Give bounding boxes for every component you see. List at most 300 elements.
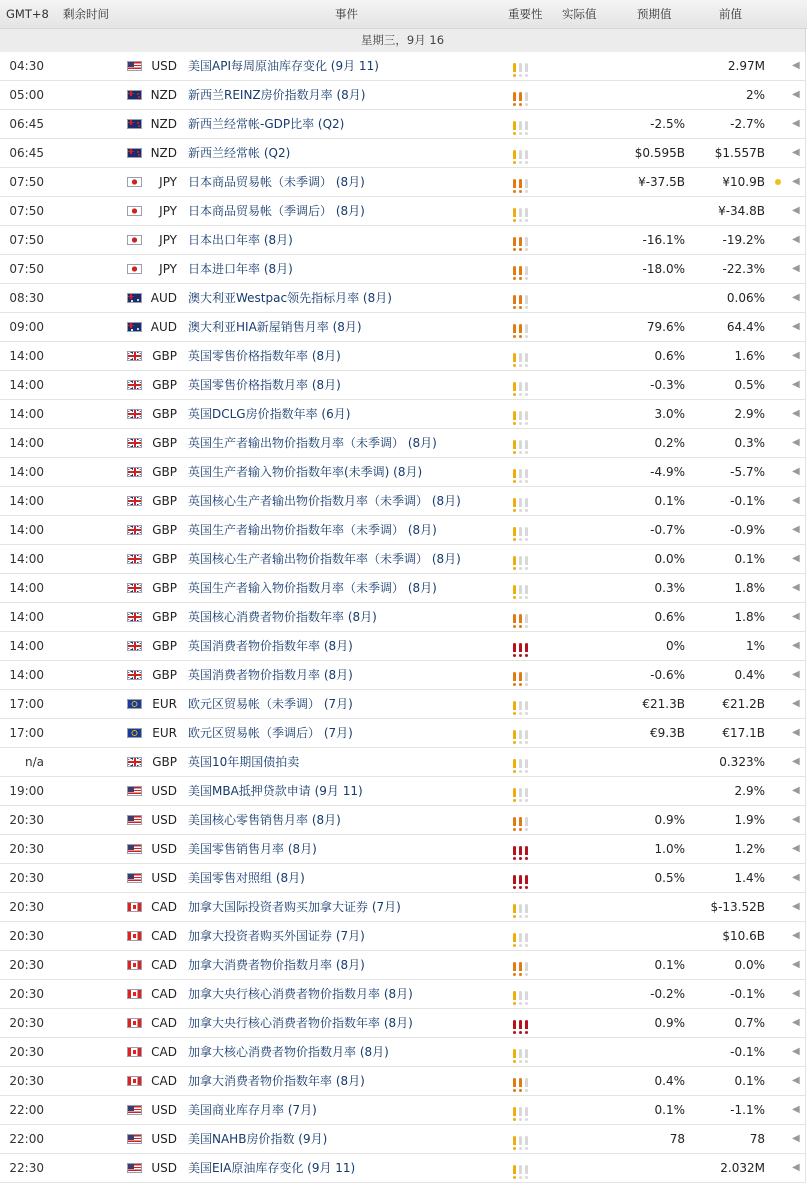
au-flag-icon — [127, 293, 142, 303]
event-name-link[interactable]: 新西兰经常帐-GDP比率 (Q2) — [188, 117, 345, 131]
event-time: 05:00 — [9, 88, 44, 102]
table-row[interactable] — [0, 719, 806, 748]
importance-mark-icon — [519, 556, 522, 565]
event-name-link[interactable]: 加拿大投资者购买外国证券 (7月) — [188, 929, 365, 943]
ca-flag-icon — [127, 931, 142, 941]
currency-code: GBP — [152, 494, 177, 508]
gb-flag-icon — [127, 467, 142, 477]
importance-mark-icon — [525, 672, 528, 681]
currency-code: USD — [151, 871, 177, 885]
chevron-left-icon[interactable]: ◀ — [792, 1133, 800, 1144]
importance-mark-icon — [513, 1165, 516, 1174]
chevron-left-icon[interactable]: ◀ — [792, 263, 800, 274]
event-name-link[interactable]: 美国零售对照组 (8月) — [188, 871, 305, 885]
event-name-link[interactable]: 新西兰经常帐 (Q2) — [188, 146, 291, 160]
importance-mark-icon — [525, 411, 528, 420]
table-row[interactable] — [0, 661, 806, 690]
chevron-left-icon[interactable]: ◀ — [792, 872, 800, 883]
event-name-link[interactable]: 加拿大消费者物价指数年率 (8月) — [188, 1074, 365, 1088]
importance-indicator — [513, 464, 531, 480]
chevron-left-icon[interactable]: ◀ — [792, 437, 800, 448]
chevron-left-icon[interactable]: ◀ — [792, 524, 800, 535]
importance-mark-icon — [525, 1107, 528, 1116]
forecast-value: -0.7% — [650, 523, 685, 537]
table-row[interactable] — [0, 893, 806, 922]
importance-mark-icon — [525, 817, 528, 826]
chevron-left-icon[interactable]: ◀ — [792, 466, 800, 477]
us-flag-icon — [127, 1105, 142, 1115]
forecast-value: -2.5% — [650, 117, 685, 131]
table-row[interactable] — [0, 603, 806, 632]
table-row[interactable] — [0, 168, 806, 197]
importance-indicator — [513, 812, 531, 828]
importance-mark-icon — [519, 179, 522, 188]
chevron-left-icon[interactable]: ◀ — [792, 205, 800, 216]
table-row[interactable] — [0, 748, 806, 777]
currency-code: GBP — [152, 610, 177, 624]
table-row[interactable] — [0, 371, 806, 400]
event-name-link[interactable]: 英国核心消费者物价指数年率 (8月) — [188, 610, 377, 624]
forecast-value: 0.5% — [654, 871, 685, 885]
event-name-link[interactable]: 英国零售价格指数月率 (8月) — [188, 378, 341, 392]
chevron-left-icon[interactable]: ◀ — [792, 118, 800, 129]
importance-mark-icon — [519, 92, 522, 101]
event-name-link[interactable]: 日本进口年率 (8月) — [188, 262, 293, 276]
table-row[interactable] — [0, 342, 806, 371]
table-row[interactable] — [0, 516, 806, 545]
currency-code: GBP — [152, 755, 177, 769]
event-name-link[interactable]: 英国消费者物价指数年率 (8月) — [188, 639, 353, 653]
chevron-left-icon[interactable]: ◀ — [792, 147, 800, 158]
event-name-link[interactable]: 澳大利亚Westpac领先指标月率 (8月) — [188, 291, 392, 305]
importance-mark-icon — [513, 904, 516, 913]
previous-value: 0.323% — [719, 755, 765, 769]
importance-mark-icon — [519, 237, 522, 246]
event-time: 20:30 — [9, 900, 44, 914]
previous-value: 2.9% — [734, 407, 765, 421]
event-name-link[interactable]: 美国NAHB房价指数 (9月) — [188, 1132, 328, 1146]
table-row[interactable] — [0, 690, 806, 719]
previous-value: 0.0% — [734, 958, 765, 972]
currency-code: GBP — [152, 552, 177, 566]
previous-value: 2.97M — [727, 59, 765, 73]
table-row[interactable] — [0, 1154, 806, 1183]
previous-value: ¥10.9B — [722, 175, 765, 189]
event-time: 14:00 — [9, 523, 44, 537]
chevron-left-icon[interactable]: ◀ — [792, 814, 800, 825]
chevron-left-icon[interactable]: ◀ — [792, 60, 800, 71]
event-time: 14:00 — [9, 436, 44, 450]
currency-code: CAD — [151, 1016, 177, 1030]
table-row[interactable] — [0, 806, 806, 835]
table-row[interactable] — [0, 458, 806, 487]
event-name-link[interactable]: 美国商业库存月率 (7月) — [188, 1103, 317, 1117]
previous-value: 0.4% — [734, 668, 765, 682]
forecast-value: 0.4% — [654, 1074, 685, 1088]
table-row[interactable] — [0, 574, 806, 603]
event-name-link[interactable]: 加拿大央行核心消费者物价指数年率 (8月) — [188, 1016, 413, 1030]
event-time: 14:00 — [9, 494, 44, 508]
importance-mark-icon — [513, 121, 516, 130]
event-name-link[interactable]: 加拿大核心消费者物价指数月率 (8月) — [188, 1045, 389, 1059]
importance-indicator — [513, 1015, 531, 1031]
importance-mark-icon — [525, 759, 528, 768]
importance-mark-icon — [519, 817, 522, 826]
importance-mark-icon — [525, 208, 528, 217]
event-name-link[interactable]: 英国生产者输出物价指数年率（未季调） (8月) — [188, 523, 437, 537]
previous-value: 2.032M — [720, 1161, 765, 1175]
importance-mark-icon — [525, 643, 528, 652]
previous-value: €17.1B — [722, 726, 765, 740]
importance-mark-icon — [513, 556, 516, 565]
ca-flag-icon — [127, 1047, 142, 1057]
forecast-value: -16.1% — [642, 233, 685, 247]
importance-mark-icon — [513, 527, 516, 536]
importance-mark-icon — [519, 1107, 522, 1116]
chevron-left-icon[interactable]: ◀ — [792, 901, 800, 912]
event-time: 22:00 — [9, 1103, 44, 1117]
forecast-value: 3.0% — [654, 407, 685, 421]
forecast-value: 0.6% — [654, 610, 685, 624]
importance-indicator — [513, 580, 531, 596]
importance-mark-icon — [525, 237, 528, 246]
importance-mark-icon — [513, 614, 516, 623]
chevron-left-icon[interactable]: ◀ — [792, 379, 800, 390]
event-name-link[interactable]: 加拿大国际投资者购买加拿大证券 (7月) — [188, 900, 401, 914]
importance-indicator — [513, 493, 531, 509]
table-row[interactable] — [0, 255, 806, 284]
importance-mark-icon — [525, 440, 528, 449]
chevron-left-icon[interactable]: ◀ — [792, 553, 800, 564]
event-time: 22:00 — [9, 1132, 44, 1146]
importance-indicator — [513, 841, 531, 857]
event-name-link[interactable]: 英国DCLG房价指数年率 (6月) — [188, 407, 351, 421]
forecast-value: 0.1% — [654, 1103, 685, 1117]
event-time: 07:50 — [9, 262, 44, 276]
previous-value: 0.06% — [726, 291, 765, 305]
currency-code: CAD — [151, 1074, 177, 1088]
currency-code: JPY — [159, 204, 177, 218]
event-name-link[interactable]: 欧元区贸易帐（季调后） (7月) — [188, 726, 353, 740]
table-row[interactable] — [0, 197, 806, 226]
event-time: 14:00 — [9, 552, 44, 566]
chevron-left-icon[interactable]: ◀ — [792, 292, 800, 303]
chevron-left-icon[interactable]: ◀ — [792, 727, 800, 738]
forecast-value: -0.6% — [650, 668, 685, 682]
chevron-left-icon[interactable]: ◀ — [792, 1104, 800, 1115]
importance-indicator — [513, 754, 531, 770]
importance-mark-icon — [513, 875, 516, 884]
currency-code: EUR — [152, 726, 177, 740]
currency-code: USD — [151, 784, 177, 798]
event-time: 07:50 — [9, 175, 44, 189]
table-row[interactable] — [0, 313, 806, 342]
importance-mark-icon — [513, 498, 516, 507]
event-name-link[interactable]: 美国API每周原油库存变化 (9月 11) — [188, 59, 379, 73]
importance-mark-icon — [519, 121, 522, 130]
event-time: 06:45 — [9, 117, 44, 131]
currency-code: CAD — [151, 987, 177, 1001]
table-row[interactable] — [0, 1009, 806, 1038]
chevron-left-icon[interactable]: ◀ — [792, 959, 800, 970]
gb-flag-icon — [127, 583, 142, 593]
chevron-left-icon[interactable]: ◀ — [792, 988, 800, 999]
table-row[interactable] — [0, 545, 806, 574]
importance-indicator — [513, 87, 531, 103]
importance-mark-icon — [525, 1165, 528, 1174]
event-name-link[interactable]: 欧元区贸易帐（未季调） (7月) — [188, 697, 353, 711]
au-flag-icon — [127, 322, 142, 332]
importance-mark-icon — [525, 904, 528, 913]
chevron-left-icon[interactable]: ◀ — [792, 698, 800, 709]
importance-indicator — [513, 58, 531, 74]
jp-flag-icon — [127, 206, 142, 216]
event-name-link[interactable]: 英国生产者输出物价指数月率（未季调） (8月) — [188, 436, 437, 450]
importance-mark-icon — [525, 788, 528, 797]
event-name-link[interactable]: 澳大利亚HIA新屋销售月率 (8月) — [188, 320, 362, 334]
importance-mark-icon — [513, 208, 516, 217]
previous-value: -0.1% — [730, 987, 765, 1001]
event-name-link[interactable]: 英国零售价格指数年率 (8月) — [188, 349, 341, 363]
previous-value: 78 — [749, 1132, 765, 1146]
importance-mark-icon — [513, 846, 516, 855]
event-name-link[interactable]: 美国MBA抵押贷款申请 (9月 11) — [188, 784, 363, 798]
event-name-link[interactable]: 美国EIA原油库存变化 (9月 11) — [188, 1161, 356, 1175]
previous-value: 0.1% — [734, 1074, 765, 1088]
forecast-value: 0.9% — [654, 1016, 685, 1030]
chevron-left-icon[interactable]: ◀ — [792, 1017, 800, 1028]
chevron-left-icon[interactable]: ◀ — [792, 1046, 800, 1057]
table-row[interactable] — [0, 980, 806, 1009]
event-name-link[interactable]: 英国核心生产者输出物价指数年率（未季调） (8月) — [188, 552, 461, 566]
currency-code: NZD — [150, 146, 177, 160]
chevron-left-icon[interactable]: ◀ — [792, 89, 800, 100]
previous-value: 1.9% — [734, 813, 765, 827]
previous-value: $10.6B — [722, 929, 765, 943]
event-name-link[interactable]: 加拿大央行核心消费者物价指数月率 (8月) — [188, 987, 413, 1001]
alert-dot-icon[interactable] — [775, 179, 781, 185]
event-name-link[interactable]: 新西兰REINZ房价指数月率 (8月) — [188, 88, 366, 102]
event-name-link[interactable]: 加拿大消费者物价指数月率 (8月) — [188, 958, 365, 972]
currency-code: NZD — [150, 88, 177, 102]
importance-indicator — [513, 667, 531, 683]
event-time: 14:00 — [9, 668, 44, 682]
eu-flag-icon — [127, 728, 142, 738]
importance-indicator — [513, 145, 531, 161]
importance-mark-icon — [519, 1049, 522, 1058]
timezone-header[interactable]: GMT+8 — [6, 7, 49, 21]
importance-mark-icon — [525, 295, 528, 304]
importance-mark-icon — [513, 179, 516, 188]
table-row[interactable] — [0, 429, 806, 458]
chevron-left-icon[interactable]: ◀ — [792, 930, 800, 941]
importance-indicator — [513, 609, 531, 625]
importance-mark-icon — [525, 527, 528, 536]
table-row[interactable] — [0, 632, 806, 661]
chevron-left-icon[interactable]: ◀ — [792, 756, 800, 767]
importance-mark-icon — [519, 1165, 522, 1174]
importance-mark-icon — [513, 1020, 516, 1029]
chevron-left-icon[interactable]: ◀ — [792, 234, 800, 245]
importance-mark-icon — [519, 440, 522, 449]
importance-indicator — [513, 261, 531, 277]
gb-flag-icon — [127, 380, 142, 390]
table-row[interactable] — [0, 1067, 806, 1096]
event-time: 08:30 — [9, 291, 44, 305]
previous-value: 0.1% — [734, 552, 765, 566]
importance-mark-icon — [513, 585, 516, 594]
table-row[interactable] — [0, 487, 806, 516]
table-row[interactable] — [0, 226, 806, 255]
us-flag-icon — [127, 1163, 142, 1173]
table-row[interactable] — [0, 52, 806, 81]
event-time: 20:30 — [9, 929, 44, 943]
table-row[interactable] — [0, 777, 806, 806]
event-name-link[interactable]: 美国核心零售销售月率 (8月) — [188, 813, 341, 827]
event-name-link[interactable]: 英国生产者输入物价指数月率（未季调） (8月) — [188, 581, 437, 595]
event-name-link[interactable]: 日本商品贸易帐（未季调） (8月) — [188, 175, 365, 189]
event-time: 09:00 — [9, 320, 44, 334]
importance-indicator — [513, 899, 531, 915]
previous-header: 前值 — [719, 7, 742, 21]
importance-mark-icon — [513, 237, 516, 246]
event-time: 14:00 — [9, 581, 44, 595]
table-row[interactable] — [0, 1038, 806, 1067]
importance-mark-icon — [519, 788, 522, 797]
event-time: n/a — [24, 755, 44, 769]
gb-flag-icon — [127, 525, 142, 535]
chevron-left-icon[interactable]: ◀ — [792, 785, 800, 796]
previous-value: -19.2% — [722, 233, 765, 247]
chevron-left-icon[interactable]: ◀ — [792, 1162, 800, 1173]
chevron-left-icon[interactable]: ◀ — [792, 640, 800, 651]
table-row[interactable] — [0, 951, 806, 980]
forecast-value: -18.0% — [642, 262, 685, 276]
currency-code: USD — [151, 842, 177, 856]
importance-mark-icon — [519, 266, 522, 275]
chevron-left-icon[interactable]: ◀ — [792, 843, 800, 854]
ca-flag-icon — [127, 989, 142, 999]
event-name-link[interactable]: 英国核心生产者输出物价指数月率（未季调） (8月) — [188, 494, 461, 508]
event-name-link[interactable]: 日本商品贸易帐（季调后） (8月) — [188, 204, 365, 218]
chevron-left-icon[interactable]: ◀ — [792, 176, 800, 187]
importance-mark-icon — [525, 991, 528, 1000]
jp-flag-icon — [127, 264, 142, 274]
event-time: 14:00 — [9, 610, 44, 624]
importance-mark-icon — [513, 991, 516, 1000]
gb-flag-icon — [127, 438, 142, 448]
event-time: 14:00 — [9, 465, 44, 479]
forecast-value: €9.3B — [650, 726, 685, 740]
table-row[interactable] — [0, 81, 806, 110]
currency-code: GBP — [152, 523, 177, 537]
table-row[interactable] — [0, 864, 806, 893]
event-name-link[interactable]: 日本出口年率 (8月) — [188, 233, 293, 247]
table-row[interactable] — [0, 110, 806, 139]
previous-value: -0.1% — [730, 494, 765, 508]
chevron-left-icon[interactable]: ◀ — [792, 669, 800, 680]
importance-mark-icon — [519, 295, 522, 304]
currency-code: CAD — [151, 958, 177, 972]
table-row[interactable] — [0, 139, 806, 168]
event-name-link[interactable]: 英国生产者输入物价指数年率(未季调) (8月) — [188, 465, 423, 479]
previous-value: -0.9% — [730, 523, 765, 537]
ca-flag-icon — [127, 960, 142, 970]
currency-code: GBP — [152, 581, 177, 595]
previous-value: €21.2B — [722, 697, 765, 711]
importance-mark-icon — [513, 730, 516, 739]
event-time: 14:00 — [9, 378, 44, 392]
day-separator: 星期三，9月 16 — [0, 28, 806, 53]
previous-value: 1% — [745, 639, 765, 653]
table-row[interactable] — [0, 400, 806, 429]
table-row[interactable] — [0, 1096, 806, 1125]
importance-mark-icon — [525, 846, 528, 855]
importance-mark-icon — [519, 1136, 522, 1145]
gb-flag-icon — [127, 409, 142, 419]
previous-value: 64.4% — [726, 320, 765, 334]
event-time: 20:30 — [9, 813, 44, 827]
table-row[interactable] — [0, 835, 806, 864]
importance-mark-icon — [519, 1078, 522, 1087]
ca-flag-icon — [127, 1018, 142, 1028]
importance-indicator — [513, 696, 531, 712]
importance-mark-icon — [525, 933, 528, 942]
gb-flag-icon — [127, 757, 142, 767]
event-name-link[interactable]: 美国零售销售月率 (8月) — [188, 842, 317, 856]
us-flag-icon — [127, 873, 142, 883]
table-row[interactable] — [0, 284, 806, 313]
event-name-link[interactable]: 英国消费者物价指数月率 (8月) — [188, 668, 353, 682]
currency-code: CAD — [151, 900, 177, 914]
chevron-left-icon[interactable]: ◀ — [792, 495, 800, 506]
chevron-left-icon[interactable]: ◀ — [792, 321, 800, 332]
importance-mark-icon — [525, 92, 528, 101]
importance-mark-icon — [513, 1136, 516, 1145]
importance-mark-icon — [525, 1078, 528, 1087]
importance-mark-icon — [525, 730, 528, 739]
previous-value: 1.8% — [734, 610, 765, 624]
chevron-left-icon[interactable]: ◀ — [792, 611, 800, 622]
us-flag-icon — [127, 61, 142, 71]
importance-mark-icon — [525, 585, 528, 594]
importance-indicator — [513, 1131, 531, 1147]
previous-value: -5.7% — [730, 465, 765, 479]
event-name-link[interactable]: 英国10年期国债拍卖 — [188, 755, 300, 769]
importance-mark-icon — [519, 643, 522, 652]
currency-code: USD — [151, 813, 177, 827]
gb-flag-icon — [127, 612, 142, 622]
importance-mark-icon — [513, 295, 516, 304]
chevron-left-icon[interactable]: ◀ — [792, 408, 800, 419]
event-time: 20:30 — [9, 871, 44, 885]
chevron-left-icon[interactable]: ◀ — [792, 1075, 800, 1086]
gb-flag-icon — [127, 670, 142, 680]
chevron-left-icon[interactable]: ◀ — [792, 350, 800, 361]
importance-indicator — [513, 203, 531, 219]
importance-mark-icon — [519, 875, 522, 884]
chevron-left-icon[interactable]: ◀ — [792, 582, 800, 593]
currency-code: JPY — [159, 233, 177, 247]
previous-value: -22.3% — [722, 262, 765, 276]
forecast-value: -0.3% — [650, 378, 685, 392]
importance-indicator — [513, 551, 531, 567]
table-row[interactable] — [0, 1125, 806, 1154]
importance-mark-icon — [513, 469, 516, 478]
table-row[interactable] — [0, 922, 806, 951]
importance-mark-icon — [519, 208, 522, 217]
importance-mark-icon — [519, 585, 522, 594]
